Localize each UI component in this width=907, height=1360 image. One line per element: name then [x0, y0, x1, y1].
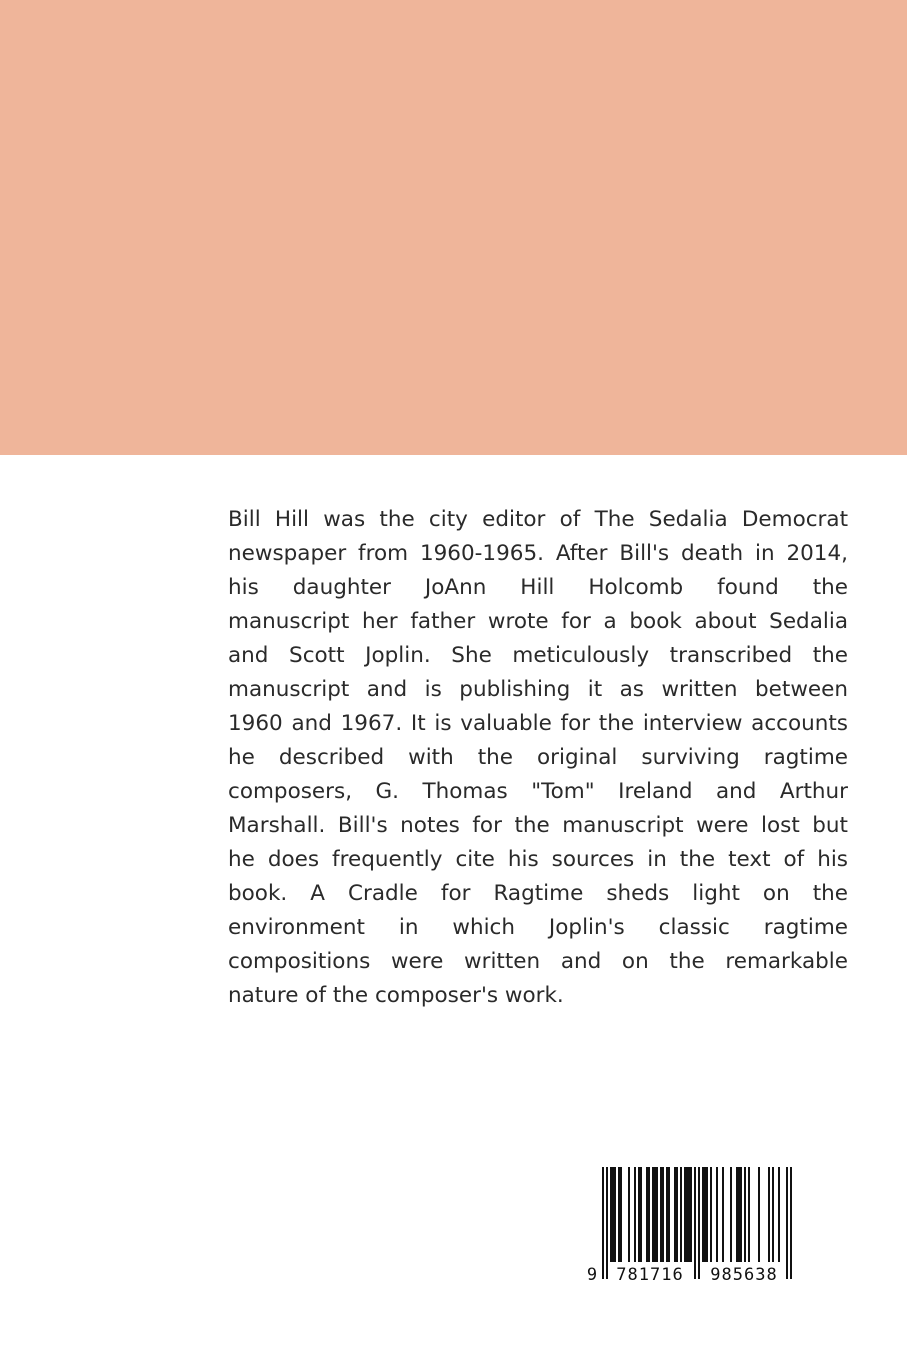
barcode-bar: [652, 1167, 654, 1262]
barcode-bar: [612, 1167, 614, 1262]
barcode-bar: [772, 1167, 774, 1262]
barcode-bar: [716, 1167, 718, 1262]
barcode-bar: [680, 1167, 682, 1262]
barcode-bar: [640, 1167, 642, 1262]
barcode-bar: [740, 1167, 742, 1262]
barcode-bar: [656, 1167, 658, 1262]
blurb-line: nature of the composer's work.: [228, 983, 564, 1008]
blurb-line: book. A Cradle for Ragtime sheds light on the: [228, 881, 848, 906]
barcode-bar: [634, 1167, 636, 1262]
barcode-bar: [606, 1167, 608, 1279]
blurb-line: compositions were written and on the remarkable: [228, 949, 848, 974]
barcode-bar: [674, 1167, 676, 1262]
blurb-line: manuscript and is publishing it as written between: [228, 677, 848, 702]
barcode-right-digits: 985638: [710, 1265, 778, 1285]
blurb-line: his daughter JoAnn Hill Holcomb found the: [228, 575, 848, 600]
blurb-line: and Scott Joplin. She meticulously transcribed the: [228, 643, 848, 668]
barcode-bar: [722, 1167, 724, 1262]
blurb-line: manuscript her father wrote for a book about Sedalia: [228, 609, 848, 634]
barcode-bar: [648, 1167, 650, 1262]
barcode-bar: [646, 1167, 648, 1262]
barcode-bar: [618, 1167, 620, 1262]
barcode-bar: [758, 1167, 760, 1262]
barcode-bar: [668, 1167, 670, 1262]
barcode-bar: [690, 1167, 692, 1262]
barcode-bar: [744, 1167, 746, 1262]
blurb-line: composers, G. Thomas "Tom" Ireland and Arthur: [228, 779, 848, 804]
blurb-line: environment in which Joplin's classic ragtime: [228, 915, 848, 940]
barcode-left-digits: 781716: [616, 1265, 684, 1285]
barcode-bar: [654, 1167, 656, 1262]
barcode-bar: [790, 1167, 792, 1279]
blurb-line: newspaper from 1960-1965. After Bill's death in 2014,: [228, 541, 848, 566]
barcode-bar: [778, 1167, 780, 1262]
barcode-first-digit: 9: [586, 1265, 598, 1285]
barcode-bar: [738, 1167, 740, 1262]
back-cover-blurb: [228, 503, 848, 1013]
barcode-bar: [602, 1167, 604, 1279]
barcode-bar: [684, 1167, 686, 1262]
barcode-bar: [694, 1167, 696, 1279]
isbn-barcode: [578, 1159, 814, 1291]
barcode-bar: [704, 1167, 706, 1262]
barcode-bar: [662, 1167, 664, 1262]
cover-color-band: [0, 0, 907, 455]
barcode-bar: [688, 1167, 690, 1262]
barcode-bar: [610, 1167, 612, 1262]
blurb-line: he described with the original surviving ragtime: [228, 745, 848, 770]
barcode-bar: [686, 1167, 688, 1262]
barcode-bar: [706, 1167, 708, 1262]
barcode-bar: [638, 1167, 640, 1262]
barcode-bar: [676, 1167, 678, 1262]
barcode-bar: [768, 1167, 770, 1262]
barcode-bar: [736, 1167, 738, 1262]
barcode-bar: [702, 1167, 704, 1262]
blurb-line: he does frequently cite his sources in the text of his: [228, 847, 848, 872]
barcode-bar: [698, 1167, 700, 1279]
barcode-bar: [710, 1167, 712, 1262]
barcode-bar: [730, 1167, 732, 1262]
barcode-bars: [602, 1167, 792, 1279]
blurb-line: Bill Hill was the city editor of The Sedalia Democrat: [228, 507, 848, 532]
blurb-line: 1960 and 1967. It is valuable for the interview accounts: [228, 711, 848, 736]
barcode-bar: [660, 1167, 662, 1262]
barcode-bar: [748, 1167, 750, 1262]
barcode-bar: [620, 1167, 622, 1262]
barcode-graphic: [578, 1159, 814, 1291]
blurb-line: Marshall. Bill's notes for the manuscript were lost but: [228, 813, 848, 838]
barcode-bar: [666, 1167, 668, 1262]
barcode-bar: [628, 1167, 630, 1262]
barcode-bar: [786, 1167, 788, 1279]
barcode-bar: [614, 1167, 616, 1262]
